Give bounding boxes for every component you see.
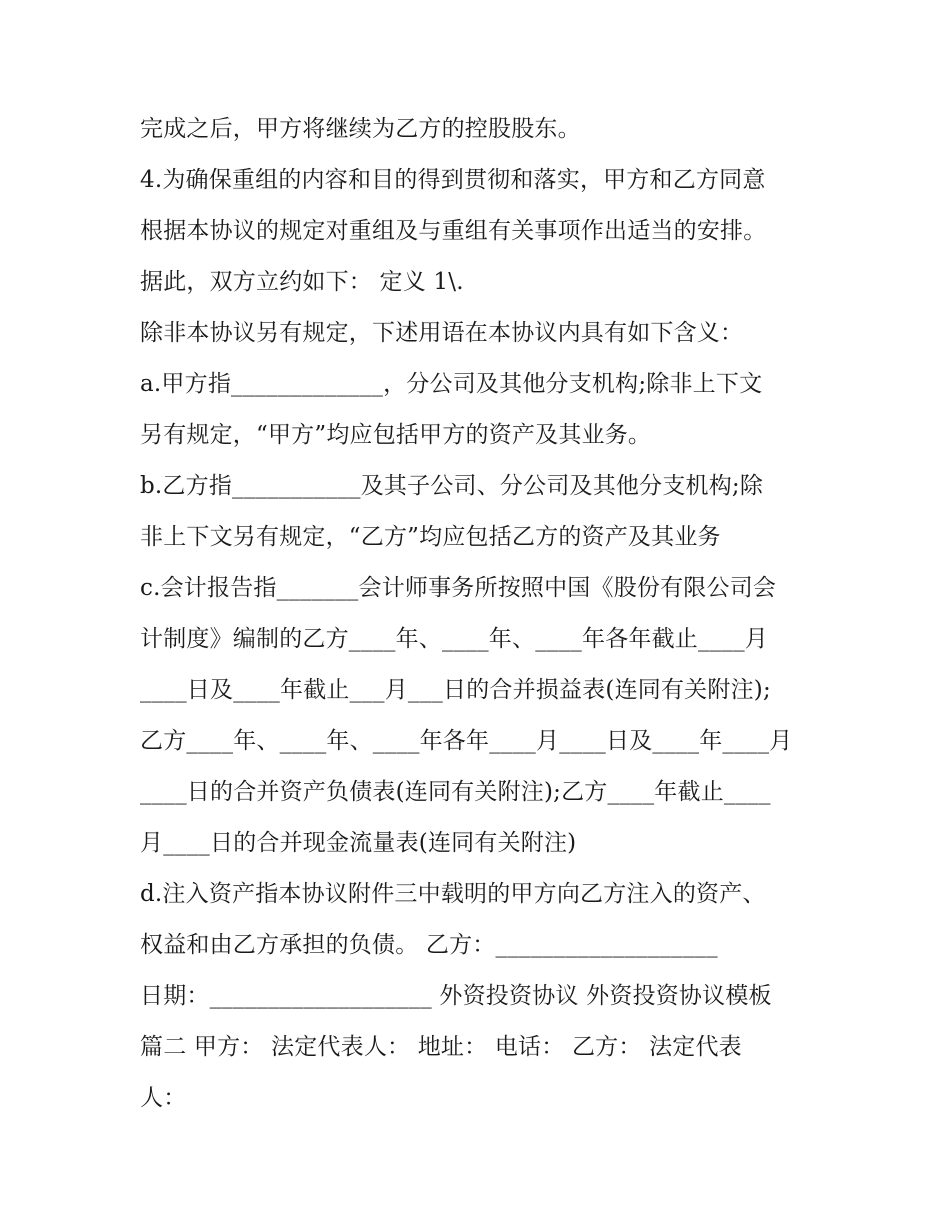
text-line: 据此，双方立约如下： 定义 1\. — [140, 269, 464, 295]
text-line: 非上下文另有规定，“乙方”均应包括乙方的资产及其业务 — [140, 524, 721, 550]
text-line: c.会计报告指_______会计师事务所按照中国《股份有限公司会 — [140, 575, 777, 601]
text-line: d.注入资产指本协议附件三中载明的甲方向乙方注入的资产、 — [140, 881, 766, 907]
text-line: 4.为确保重组的内容和目的得到贯彻和落实，甲方和乙方同意 — [140, 167, 766, 193]
text-line: 完成之后，甲方将继续为乙方的控股股东。 — [140, 116, 581, 142]
text-line: 乙方____年、____年、____年各年____月____日及____年____月 — [140, 728, 793, 754]
text-line: 除非本协议另有规定，下述用语在本协议内具有如下含义： — [140, 320, 744, 346]
text-line: 月____日的合并现金流量表(连同有关附注) — [140, 830, 577, 856]
text-line: 根据本协议的规定对重组及与重组有关事项作出适当的安排。 — [140, 218, 767, 244]
text-line: 计制度》编制的乙方____年、____年、____年各年截止____月 — [140, 626, 768, 652]
text-line: ____日的合并资产负债表(连同有关附注);乙方____年截止____ — [140, 779, 771, 805]
text-line: 人： — [140, 1085, 187, 1111]
text-line: 权益和由乙方承担的负债。 乙方：___________________ — [140, 932, 718, 958]
text-line: ____日及____年截止___月___日的合并损益表(连同有关附注); — [140, 677, 771, 703]
document-body — [140, 104, 830, 1124]
text-line: a.甲方指_____________，分公司及其他分支机构;除非上下文 — [140, 371, 763, 397]
text-line: 篇二 甲方： 法定代表人： 地址： 电话： 乙方： 法定代表 — [140, 1034, 742, 1060]
text-line: b.乙方指___________及其子公司、分公司及其他分支机构;除 — [140, 473, 764, 499]
text-line: 另有规定，“甲方”均应包括甲方的资产及其业务。 — [140, 422, 652, 448]
text-line: 日期：___________________ 外资投资协议 外资投资协议模板 — [140, 983, 772, 1009]
